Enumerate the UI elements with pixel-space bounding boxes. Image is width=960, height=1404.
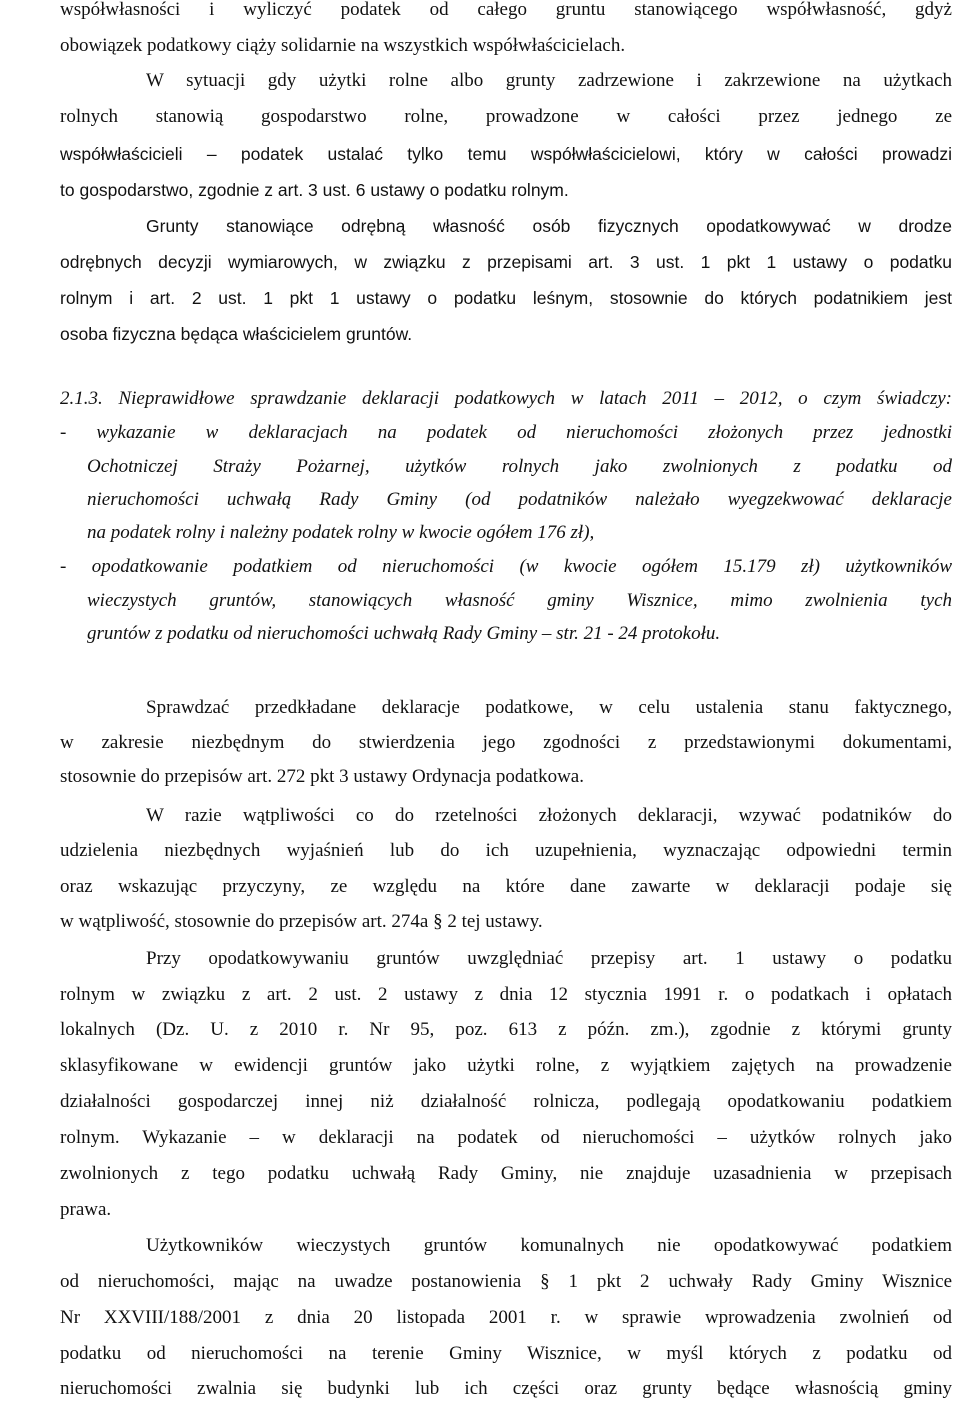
text-line: odrębnych decyzji wymiarowych, w związku z przepisami art. 3 ust. 1 pkt 1 ustawy o podatku [60, 252, 952, 272]
text-line: sklasyfikowane w ewidencji gruntów jako użytki rolne, z wyjątkiem zajętych na prowadzenie [60, 1055, 952, 1076]
bullet-line: gruntów z podatku od nieruchomości uchwałą Rady Gminy – str. 21 - 24 protokołu. [87, 623, 721, 644]
bullet-line: na podatek rolny i należny podatek rolny w kwocie ogółem 176 zł), [87, 522, 595, 543]
text-line: to gospodarstwo, zgodnie z art. 3 ust. 6 ustawy o podatku rolnym. [60, 180, 569, 200]
text-line: Nr XXVIII/188/2001 z dnia 20 listopada 2001 r. w sprawie wprowadzenia zwolnień od [60, 1307, 952, 1328]
text-line: nieruchomości zwalnia się budynki lub ich części oraz grunty będące własnością gminy [60, 1378, 952, 1399]
text-line: osoba fizyczna będąca właścicielem gruntów. [60, 324, 413, 344]
text-line: prawa. [60, 1199, 112, 1220]
text-line: udzielenia niezbędnych wyjaśnień lub do ich uzupełnienia, wyznaczając odpowiedni termin [60, 840, 952, 861]
paragraph-start-line: Przy opodatkowywaniu gruntów uwzględniać przepisy art. 1 ustawy o podatku [146, 948, 952, 969]
finding-heading: 2.1.3. Nieprawidłowe sprawdzanie deklaracji podatkowych w latach 2011 – 2012, o czym świadczy: [60, 388, 952, 409]
text-line: współwłasności i wyliczyć podatek od całego gruntu stanowiącego współwłasność, gdyż [60, 0, 952, 20]
paragraph-start-line: Użytkowników wieczystych gruntów komunalnych nie opodatkowywać podatkiem [146, 1235, 952, 1256]
text-line: zwolnionych z tego podatku uchwałą Rady Gminy, nie znajduje uzasadnienia w przepisach [60, 1163, 952, 1184]
bullet-line: nieruchomości uchwałą Rady Gminy (od podatników należało wyegzekwować deklaracje [87, 489, 952, 510]
text-line: działalności gospodarczej innej niż działalność rolnicza, podlegają opodatkowaniu podatkiem [60, 1091, 952, 1112]
text-line: lokalnych (Dz. U. z 2010 r. Nr 95, poz. 613 z późn. zm.), zgodnie z którymi grunty [60, 1019, 952, 1040]
text-line: stosownie do przepisów art. 272 pkt 3 ustawy Ordynacja podatkowa. [60, 766, 584, 787]
text-line: oraz wskazując przyczyny, ze względu na które dane zawarte w deklaracji podaje się [60, 876, 952, 897]
paragraph-start-line: Sprawdzać przedkładane deklaracje podatkowe, w celu ustalenia stanu faktycznego, [146, 697, 952, 718]
paragraph-start-line: W sytuacji gdy użytki rolne albo grunty zadrzewione i zakrzewione na użytkach [146, 70, 952, 91]
paragraph-start-line: W razie wątpliwości co do rzetelności złożonych deklaracji, wzywać podatników do [146, 805, 952, 826]
bullet-line: wieczystych gruntów, stanowiących własność gminy Wisznice, mimo zwolnienia tych [87, 590, 952, 611]
text-line: rolnym w związku z art. 2 ust. 2 ustawy z dnia 12 stycznia 1991 r. o podatkach i opłatach [60, 984, 952, 1005]
text-line: w wątpliwość, stosownie do przepisów art. 274a § 2 tej ustawy. [60, 911, 543, 932]
bullet-line: - wykazanie w deklaracjach na podatek od nieruchomości złożonych przez jednostki [60, 422, 952, 443]
bullet-line: Ochotniczej Straży Pożarnej, użytków rolnych jako zwolnionych z podatku od [87, 456, 952, 477]
text-line: od nieruchomości, mając na uwadze postanowienia § 1 pkt 2 uchwały Rady Gminy Wisznice [60, 1271, 952, 1292]
text-line: współwłaścicieli – podatek ustalać tylko temu współwłaścicielowi, który w całości prowadzi [60, 144, 952, 164]
text-line: rolnych stanowią gospodarstwo rolne, prowadzone w całości przez jednego ze [60, 106, 952, 127]
text-line: rolnym. Wykazanie – w deklaracji na podatek od nieruchomości – użytków rolnych jako [60, 1127, 952, 1148]
bullet-line: - opodatkowanie podatkiem od nieruchomości (w kwocie ogółem 15.179 zł) użytkowników [60, 556, 952, 577]
text-line: obowiązek podatkowy ciąży solidarnie na wszystkich współwłaścicielach. [60, 35, 626, 56]
paragraph-start-line: Grunty stanowiące odrębną własność osób fizycznych opodatkowywać w drodze [146, 216, 952, 236]
text-line: w zakresie niezbędnym do stwierdzenia jego zgodności z przedstawionymi dokumentami, [60, 732, 952, 753]
text-line: rolnym i art. 2 ust. 1 pkt 1 ustawy o podatku leśnym, stosownie do których podatnikiem jest [60, 288, 952, 308]
text-line: podatku od nieruchomości na terenie Gminy Wisznice, w myśl których z podatku od [60, 1343, 952, 1364]
